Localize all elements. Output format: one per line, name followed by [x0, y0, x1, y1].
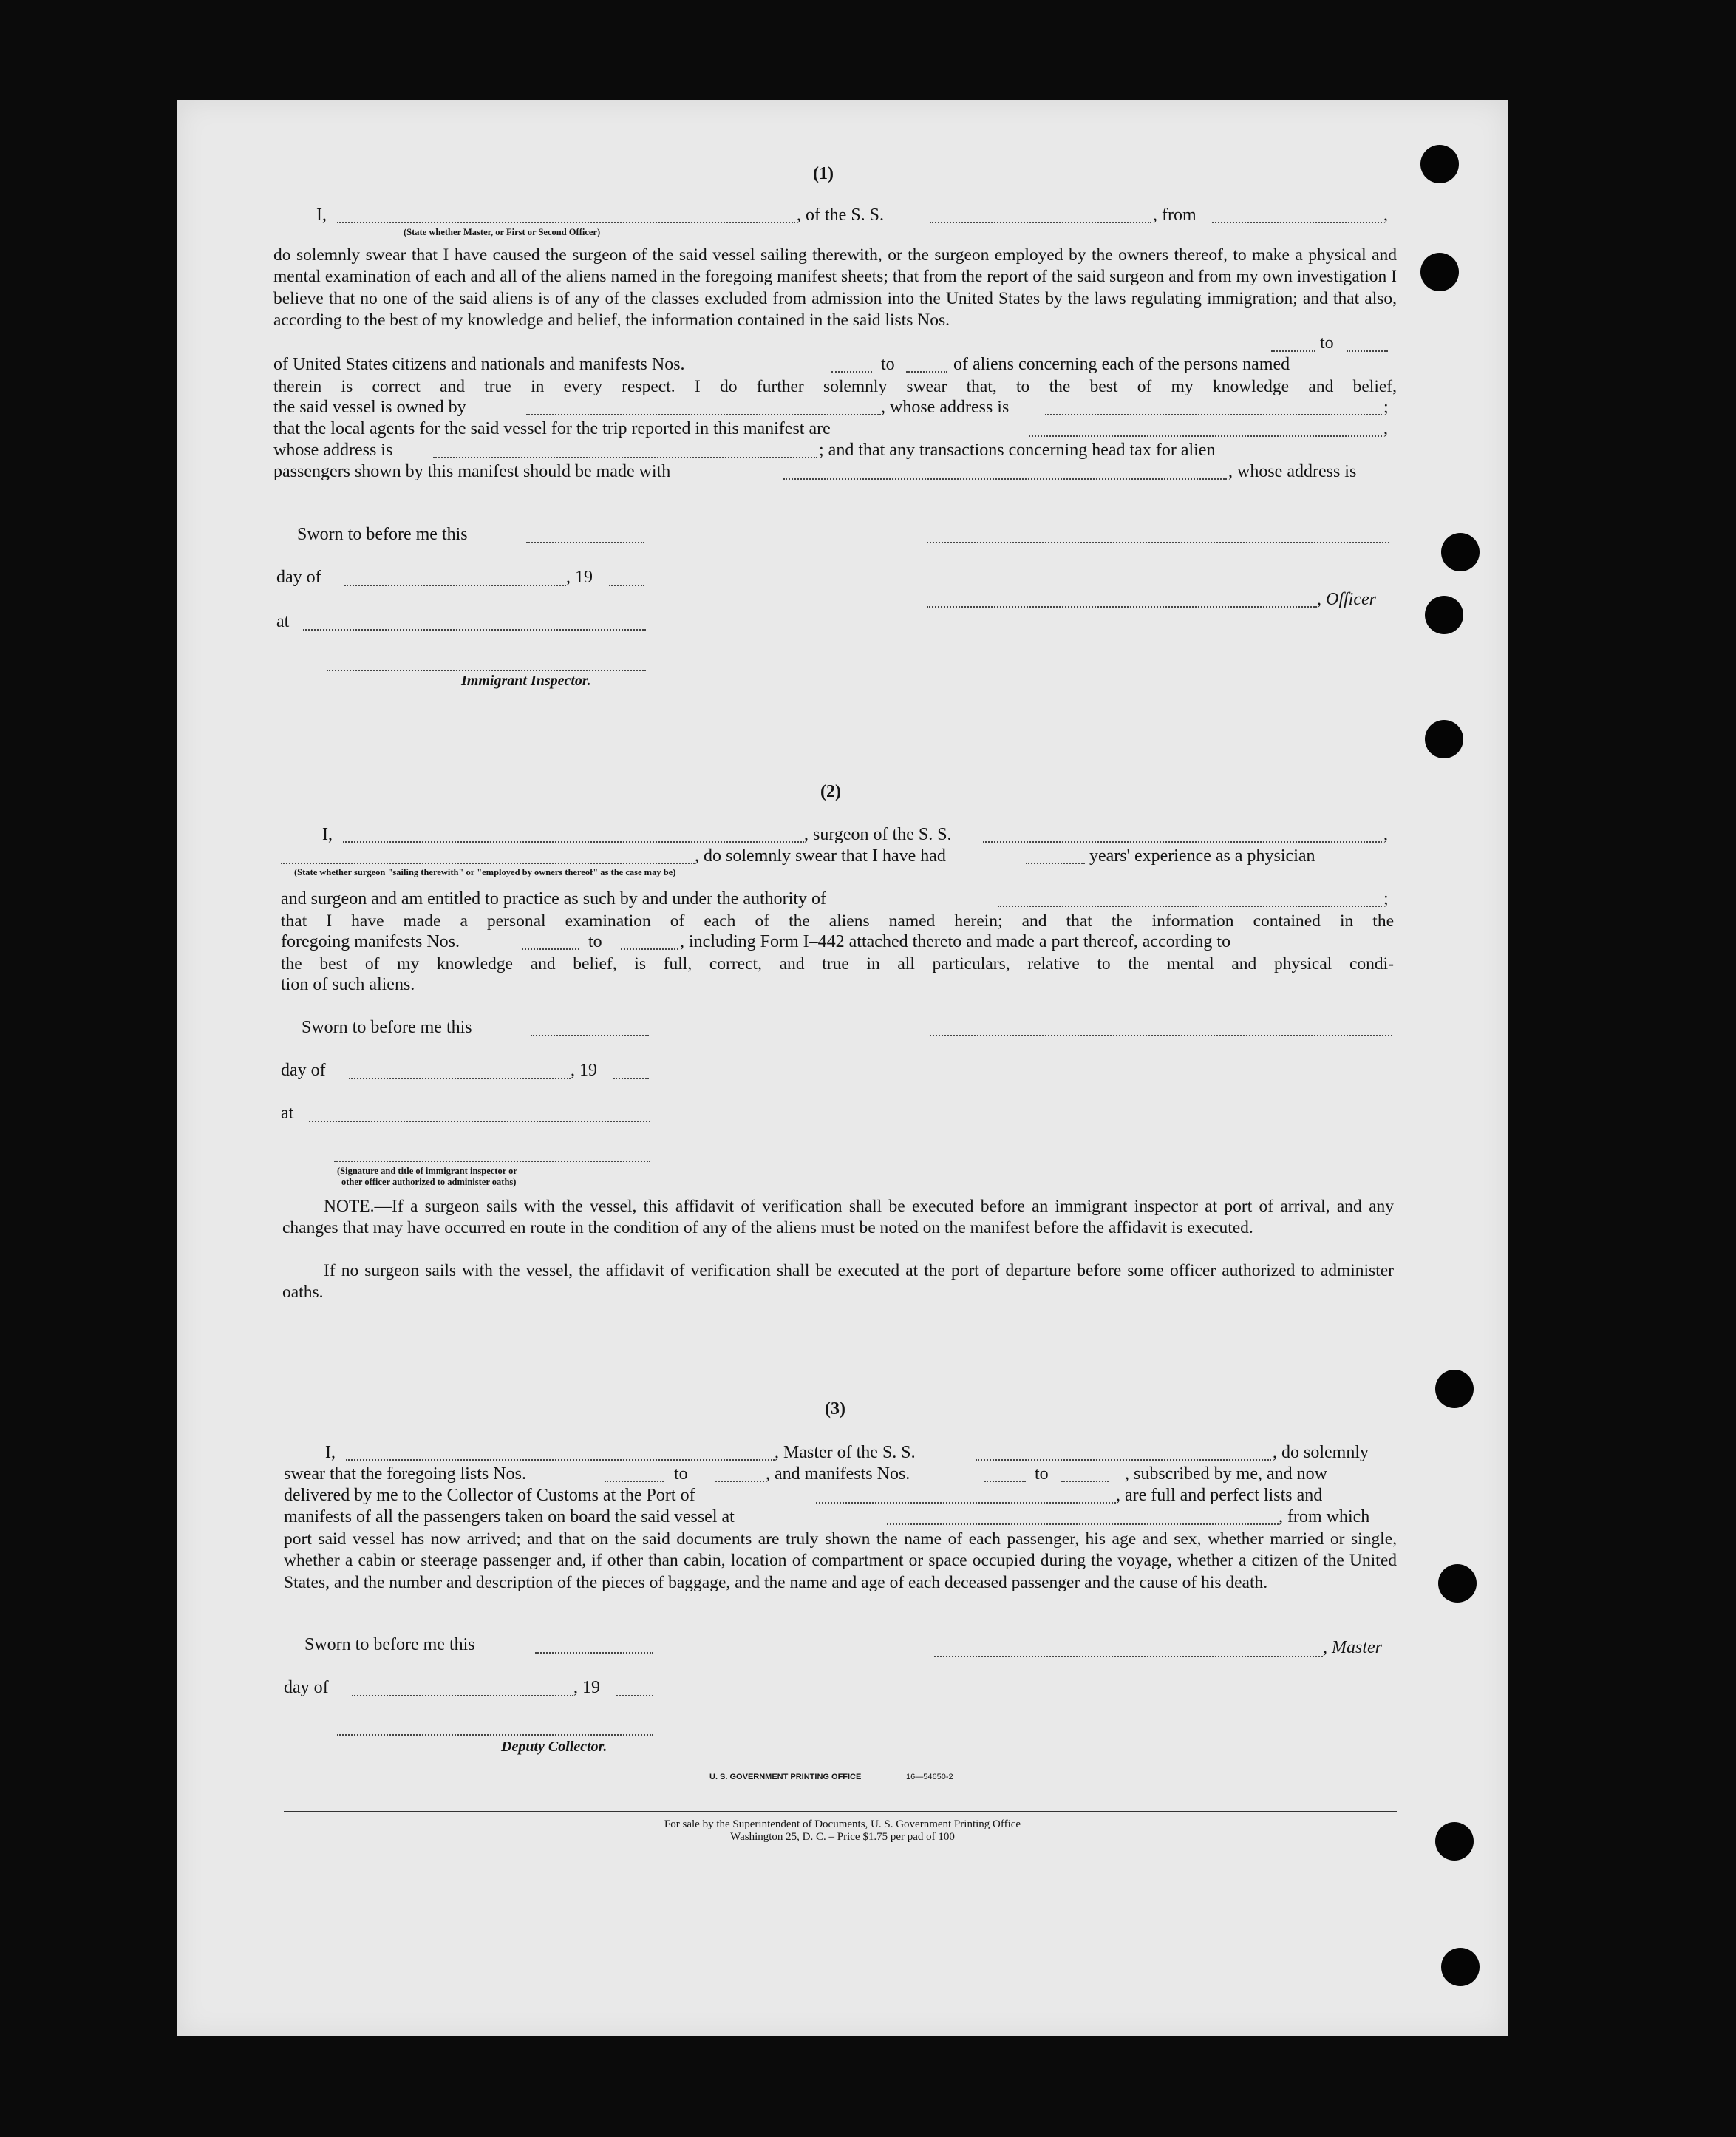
s1-to2: to	[881, 355, 895, 374]
s1-lists-to-field[interactable]	[1347, 350, 1388, 352]
s1-vessel-field[interactable]	[930, 222, 1151, 223]
s1-day-field[interactable]	[344, 585, 566, 586]
s2-authority: and surgeon and am entitled to practice as such by and under the authority of	[281, 889, 826, 908]
s1-owned-by: the said vessel is owned by	[273, 398, 466, 417]
s3-i: I,	[325, 1443, 336, 1462]
s2-year: , 19	[571, 1061, 597, 1080]
s2-sworn-field[interactable]	[531, 1035, 649, 1036]
s3-lists-from-field[interactable]	[605, 1481, 664, 1482]
s1-correct-text: therein is correct and true in every respect. I do further solemnly swear that, to the best of my knowledge and belief,	[273, 377, 1397, 396]
binder-hole	[1420, 145, 1459, 183]
s2-comma: ,	[1383, 825, 1388, 844]
s3-full: , are full and perfect lists and	[1116, 1486, 1323, 1505]
s2-authority-field[interactable]	[998, 906, 1382, 907]
s3-master-signature[interactable]	[934, 1656, 1323, 1657]
s3-port-field[interactable]	[816, 1502, 1116, 1504]
s1-officer-label: , Officer	[1317, 590, 1376, 609]
s1-officer-signature[interactable]	[927, 606, 1317, 608]
s1-officer-caption: (State whether Master, or First or Second Officer)	[404, 227, 601, 237]
s1-head-tax-field[interactable]	[783, 478, 1227, 480]
s2-sig-caption-1: (Signature and title of immigrant inspector or	[337, 1166, 517, 1176]
s1-manifests-to-field[interactable]	[906, 371, 947, 373]
form-code: 16—54650-2	[906, 1773, 953, 1781]
binder-hole	[1438, 1564, 1477, 1603]
s2-year-field[interactable]	[613, 1078, 649, 1079]
s1-aliens-text: of aliens concerning each of the persons named	[953, 355, 1290, 374]
s2-at: at	[281, 1104, 294, 1123]
s3-year-field[interactable]	[616, 1695, 653, 1696]
s1-officer-signature-top[interactable]	[927, 542, 1389, 543]
s1-agents-field[interactable]	[1029, 435, 1382, 437]
s1-inspector-signature[interactable]	[327, 670, 646, 671]
s2-surgeon-signature[interactable]	[930, 1035, 1392, 1036]
sale-line-1: For sale by the Superintendent of Documents, U. S. Government Printing Office	[664, 1818, 1021, 1830]
s3-swear: swear that the foregoing lists Nos.	[284, 1464, 526, 1484]
s2-years-field[interactable]	[1026, 863, 1085, 864]
s3-master-label: , Master	[1323, 1638, 1382, 1657]
s3-delivered: delivered by me to the Collector of Customs at the Port of	[284, 1486, 695, 1505]
s1-comma: ,	[1383, 205, 1388, 225]
s1-oath-paragraph: do solemnly swear that I have caused the surgeon of the said vessel sailing therewith, or the surgeon employed by the owners thereof, to make a physical and mental examination of each and all of the aliens named in the foregoing manifest sheets; that from the report of the said surgeon and from my own investigation I believe that no one of the said aliens is of any of the classes excluded from admission into the United States by the laws regulating immigration; and that also, according to the best of my knowledge and belief, the information contained in the said lists Nos.	[273, 245, 1397, 330]
s1-manifests-from-field[interactable]	[831, 371, 872, 373]
s1-semi: ;	[1383, 398, 1389, 417]
s1-agents-address-field[interactable]	[433, 457, 817, 458]
footer-rule	[284, 1811, 1397, 1812]
s2-surgeon-of: , surgeon of the S. S.	[804, 825, 952, 844]
s2-sworn: Sworn to before me this	[302, 1018, 472, 1037]
s1-head-tax: ; and that any transactions concerning head tax for alien	[819, 441, 1216, 460]
s1-lists-from-field[interactable]	[1271, 350, 1315, 352]
s2-inspector-signature[interactable]	[334, 1161, 650, 1162]
s3-manifests-to-field[interactable]	[1061, 1481, 1109, 1482]
s2-caption: (State whether surgeon "sailing therewith" or "employed by owners thereof" as the case may be)	[294, 867, 676, 877]
s2-best: the best of my knowledge and belief, is full, correct, and true in all particulars, relative to the mental and physical condi-	[281, 954, 1394, 974]
s1-officer-field[interactable]	[337, 222, 795, 223]
s2-at-field[interactable]	[309, 1121, 650, 1122]
binder-hole	[1425, 596, 1463, 634]
s3-deputy-label: Deputy Collector.	[501, 1739, 607, 1755]
s1-sworn: Sworn to before me this	[297, 525, 468, 544]
s1-to: to	[1320, 333, 1334, 353]
s1-sworn-field[interactable]	[526, 542, 644, 543]
s2-day-field[interactable]	[349, 1078, 571, 1079]
s3-master-of: , Master of the S. S.	[775, 1443, 916, 1462]
s3-lists-to-field[interactable]	[715, 1481, 764, 1482]
s3-manifests-all: manifests of all the passengers taken on board the said vessel at	[284, 1507, 735, 1526]
s3-solemnly: , do solemnly	[1273, 1443, 1369, 1462]
s1-year-field[interactable]	[609, 585, 644, 586]
gpo-imprint: U. S. GOVERNMENT PRINTING OFFICE	[709, 1773, 862, 1781]
s3-to: to	[674, 1464, 688, 1484]
s3-vessel-field[interactable]	[976, 1459, 1271, 1461]
s1-owner-address-field[interactable]	[1045, 414, 1382, 415]
s1-inspector-label: Immigrant Inspector.	[461, 673, 591, 689]
s2-vessel-field[interactable]	[983, 841, 1382, 843]
s3-manifests-from-field[interactable]	[984, 1481, 1026, 1482]
binder-hole	[1441, 533, 1480, 571]
s3-from-which: , from which	[1279, 1507, 1370, 1526]
section-1-number: (1)	[813, 164, 834, 183]
s1-at: at	[276, 612, 290, 631]
s1-from-field[interactable]	[1212, 222, 1382, 223]
s3-sworn-field[interactable]	[535, 1652, 653, 1654]
s1-comma2: ,	[1383, 419, 1388, 438]
s2-surgeon-name-field[interactable]	[343, 841, 804, 843]
s2-manifests-to-field[interactable]	[621, 948, 678, 950]
s2-semi: ;	[1383, 889, 1389, 908]
s1-agents-text: that the local agents for the said vessel for the trip reported in this manifest are	[273, 419, 831, 438]
binder-hole	[1441, 1948, 1480, 1986]
s1-day-of: day of	[276, 568, 321, 587]
binder-hole	[1425, 720, 1463, 758]
s2-sig-caption-2: other officer authorized to administer oaths)	[341, 1177, 517, 1187]
s3-year: , 19	[573, 1678, 600, 1697]
s1-whose-address: , whose address is	[881, 398, 1010, 417]
s2-note: NOTE.—If a surgeon sails with the vessel, this affidavit of verification shall be executed before an immigrant inspector at port of arrival, and any changes that may have occurred en route in the condition of any of the aliens must be noted on the manifest before the affidavit is executed.	[282, 1197, 1394, 1238]
s2-day-of: day of	[281, 1061, 326, 1080]
s1-from: , from	[1153, 205, 1197, 225]
s3-manifests: , and manifests Nos.	[766, 1464, 910, 1484]
s3-day-of: day of	[284, 1678, 329, 1697]
binder-hole	[1435, 1370, 1474, 1408]
s2-i: I,	[322, 825, 333, 844]
s3-rest: port said vessel has now arrived; and that on the said documents are truly shown the name of each passenger, his age and sex, whether married or single, whether a cabin or steerage passenger and, if other than cabin, location of compartment or space occupied during the voyage, whether a citizen of the United States, and the number and description of the pieces of baggage, and the name and age of each deceased passenger and the cause of his death.	[284, 1529, 1397, 1592]
section-3-number: (3)	[825, 1399, 845, 1419]
s1-citizens-text: of United States citizens and nationals and manifests Nos.	[273, 355, 685, 374]
s3-boarded-at-field[interactable]	[887, 1523, 1279, 1525]
s1-of-ss: , of the S. S.	[797, 205, 885, 225]
s1-whose-address-end: , whose address is	[1228, 462, 1357, 481]
s2-note2: If no surgeon sails with the vessel, the affidavit of verification shall be executed at the port of departure before some officer authorized to administer oaths.	[282, 1261, 1394, 1302]
s2-years: years' experience as a physician	[1089, 846, 1315, 866]
s3-to2: to	[1035, 1464, 1049, 1484]
s3-sworn: Sworn to before me this	[304, 1635, 475, 1654]
s2-foregoing: foregoing manifests Nos.	[281, 932, 460, 951]
s3-collector-signature[interactable]	[337, 1734, 653, 1736]
s3-day-field[interactable]	[352, 1695, 573, 1696]
s1-at-field[interactable]	[303, 629, 646, 631]
s2-manifests-from-field[interactable]	[522, 948, 579, 950]
section-2-number: (2)	[820, 782, 841, 801]
s2-capacity-field[interactable]	[281, 863, 695, 864]
s1-agents-address-label: whose address is	[273, 441, 393, 460]
sale-line-2: Washington 25, D. C. – Price $1.75 per pad of 100	[730, 1831, 955, 1843]
s3-subscribed: , subscribed by me, and now	[1125, 1464, 1327, 1484]
s1-passengers: passengers shown by this manifest should be made with	[273, 462, 671, 481]
s2-swear: , do solemnly swear that I have had	[695, 846, 946, 866]
s1-i: I,	[316, 205, 327, 225]
binder-hole	[1420, 253, 1459, 291]
s2-exam: that I have made a personal examination of each of the aliens named herein; and that the information contained in the	[281, 911, 1394, 931]
s2-tion: tion of such aliens.	[281, 975, 415, 994]
s2-to: to	[588, 932, 602, 951]
s1-year: , 19	[566, 568, 593, 587]
s1-owner-field[interactable]	[526, 414, 881, 415]
s2-including: , including Form I–442 attached thereto and made a part thereof, according to	[680, 932, 1231, 951]
s3-master-name-field[interactable]	[346, 1459, 775, 1461]
